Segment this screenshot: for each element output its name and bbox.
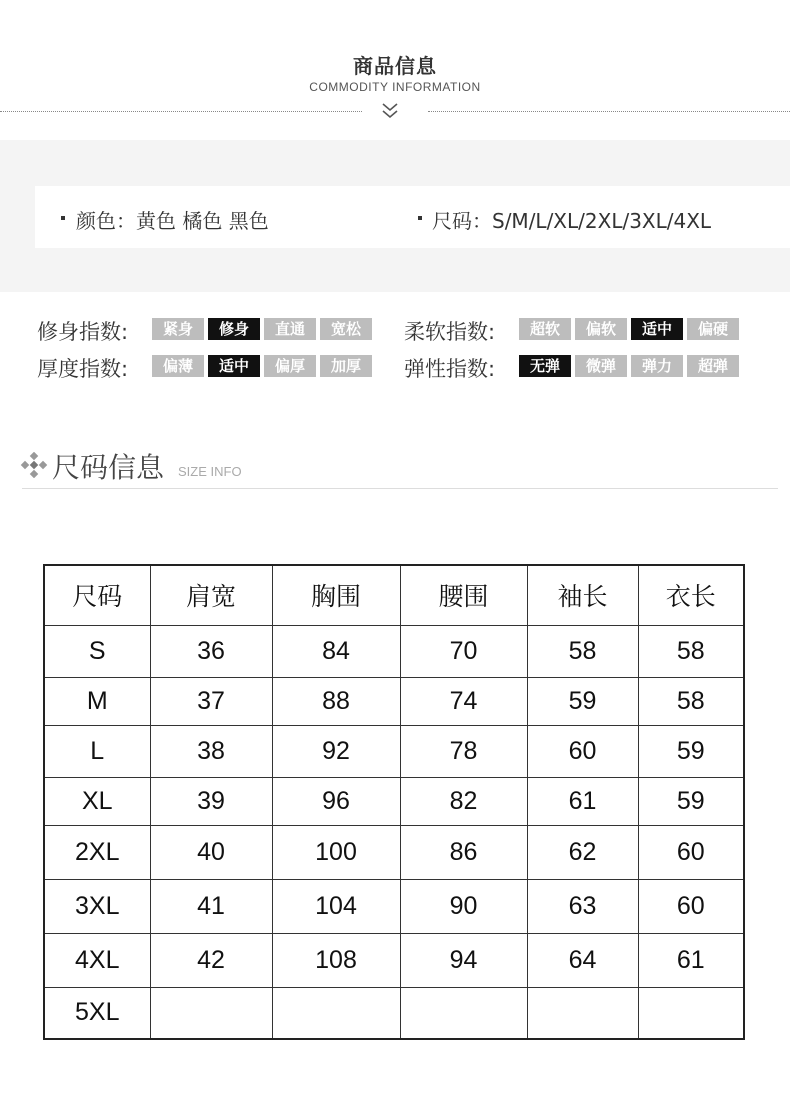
table-row: [44, 625, 744, 677]
chevron-down-icon: [381, 101, 399, 121]
table-cell: 40: [150, 825, 272, 879]
index-chip: 弹力: [631, 355, 683, 377]
table-row: [44, 725, 744, 777]
index-chip: 偏厚: [264, 355, 316, 377]
table-cell: 5XL: [44, 987, 150, 1039]
table-cell: 78: [400, 725, 527, 777]
table-cell: 104: [272, 879, 400, 933]
table-cell: 70: [400, 625, 527, 677]
softness-index-label: 柔软指数:: [404, 320, 496, 344]
index-chip: 适中: [631, 318, 683, 340]
table-row: [44, 825, 744, 879]
table-row: [44, 777, 744, 825]
table-cell: 2XL: [44, 825, 150, 879]
table-cell: 84: [272, 625, 400, 677]
table-cell: 86: [400, 825, 527, 879]
table-cell: XL: [44, 777, 150, 825]
index-chip: 超软: [519, 318, 571, 340]
table-cell: 82: [400, 777, 527, 825]
table-cell: 4XL: [44, 933, 150, 987]
section-subtitle: COMMODITY INFORMATION: [309, 80, 481, 94]
column-header: 袖长: [527, 565, 638, 625]
index-chip: 偏硬: [687, 318, 739, 340]
index-chip: 超弹: [687, 355, 739, 377]
table-cell: [527, 987, 638, 1039]
table-cell: 59: [638, 725, 744, 777]
table-cell: [150, 987, 272, 1039]
index-chip: 偏薄: [152, 355, 204, 377]
table-cell: 60: [527, 725, 638, 777]
table-cell: 108: [272, 933, 400, 987]
elasticity-index-chips: [519, 355, 743, 377]
section-title: 商品信息: [353, 54, 437, 78]
thickness-index-label: 厚度指数:: [37, 357, 129, 381]
size-table: [43, 564, 745, 1040]
divider-right: [428, 111, 790, 112]
table-cell: [638, 987, 744, 1039]
column-header: 胸围: [272, 565, 400, 625]
table-cell: 62: [527, 825, 638, 879]
table-row: [44, 879, 744, 933]
thickness-index-chips: [152, 355, 376, 377]
table-cell: 61: [638, 933, 744, 987]
column-header: 衣长: [638, 565, 744, 625]
table-row: [44, 677, 744, 725]
table-cell: L: [44, 725, 150, 777]
table-cell: 39: [150, 777, 272, 825]
table-cell: 58: [527, 625, 638, 677]
size-attribute: 尺码：S/M/L/XL/2XL/3XL/4XL: [432, 209, 712, 233]
diamond-ornament-icon: [20, 452, 48, 478]
index-chip: 紧身: [152, 318, 204, 340]
table-cell: 41: [150, 879, 272, 933]
index-chip: 加厚: [320, 355, 372, 377]
table-row: [44, 987, 744, 1039]
table-cell: 59: [527, 677, 638, 725]
table-cell: 63: [527, 879, 638, 933]
table-cell: 36: [150, 625, 272, 677]
size-info-subtitle: SIZE INFO: [178, 464, 242, 479]
table-header-row: [44, 565, 744, 625]
table-cell: 61: [527, 777, 638, 825]
index-chip: 修身: [208, 318, 260, 340]
fit-index-chips: [152, 318, 376, 340]
bullet: [61, 216, 65, 220]
table-cell: 96: [272, 777, 400, 825]
index-chip: 无弹: [519, 355, 571, 377]
table-cell: 59: [638, 777, 744, 825]
elasticity-index-label: 弹性指数:: [404, 357, 496, 381]
softness-index-chips: [519, 318, 743, 340]
table-cell: 58: [638, 625, 744, 677]
color-attribute: 颜色：黄色 橘色 黑色: [76, 209, 269, 233]
table-cell: 74: [400, 677, 527, 725]
table-cell: [400, 987, 527, 1039]
column-header: 腰围: [400, 565, 527, 625]
table-cell: 58: [638, 677, 744, 725]
index-chip: 微弹: [575, 355, 627, 377]
column-header: 尺码: [44, 565, 150, 625]
index-chip: 宽松: [320, 318, 372, 340]
table-cell: M: [44, 677, 150, 725]
table-row: [44, 933, 744, 987]
table-cell: 42: [150, 933, 272, 987]
size-info-title: 尺码信息: [52, 451, 165, 484]
table-cell: 94: [400, 933, 527, 987]
table-cell: 90: [400, 879, 527, 933]
divider-left: [0, 111, 362, 112]
table-cell: 38: [150, 725, 272, 777]
index-chip: 适中: [208, 355, 260, 377]
table-cell: S: [44, 625, 150, 677]
bullet: [418, 216, 422, 220]
table-cell: 64: [527, 933, 638, 987]
table-cell: 88: [272, 677, 400, 725]
table-cell: 3XL: [44, 879, 150, 933]
size-info-divider: [22, 488, 778, 489]
index-chip: 直通: [264, 318, 316, 340]
table-cell: 60: [638, 879, 744, 933]
fit-index-label: 修身指数:: [37, 320, 129, 344]
table-cell: 60: [638, 825, 744, 879]
table-cell: 100: [272, 825, 400, 879]
table-cell: 37: [150, 677, 272, 725]
table-cell: 92: [272, 725, 400, 777]
table-cell: [272, 987, 400, 1039]
index-chip: 偏软: [575, 318, 627, 340]
column-header: 肩宽: [150, 565, 272, 625]
